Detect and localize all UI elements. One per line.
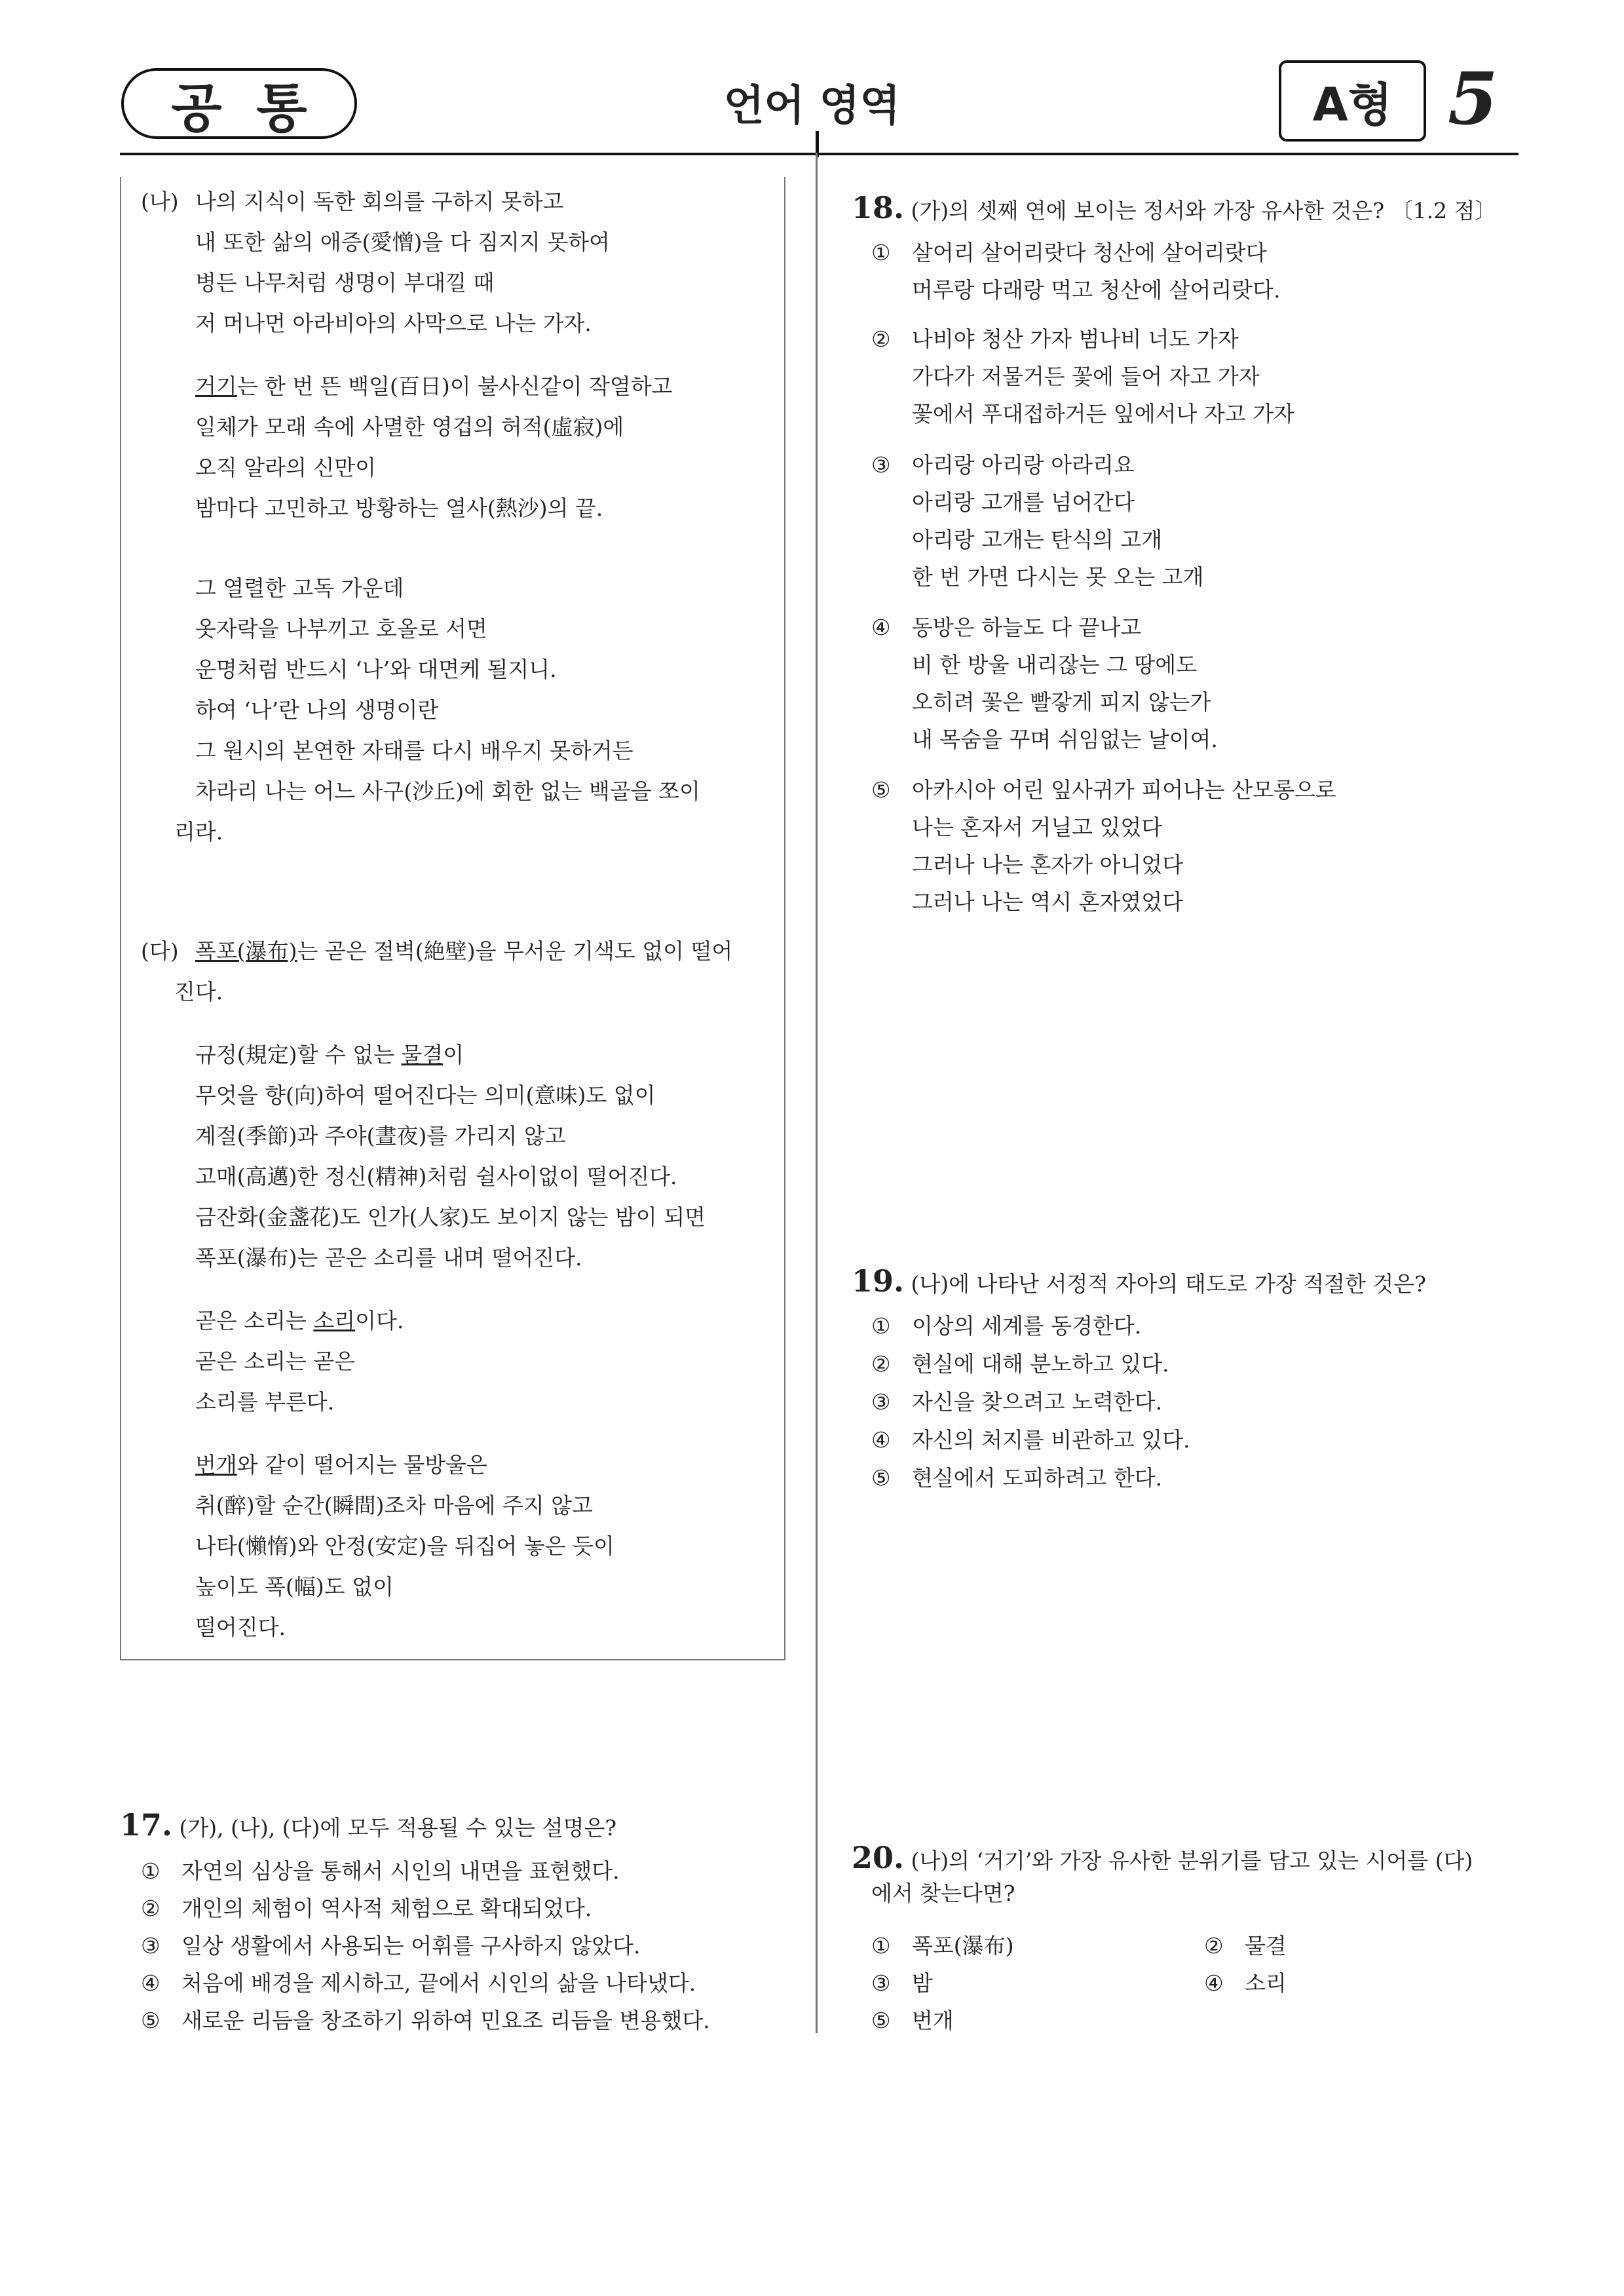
poem-line: 나의 지식이 독한 회의를 구하지 못하고	[195, 189, 564, 214]
option-marker: ③	[871, 1970, 891, 1996]
poem-line: 곧은 소리는 곧은	[195, 1349, 356, 1374]
poem-line: 옷자락을 나부끼고 호올로 서면	[195, 616, 487, 641]
poem-line: 그 열렬한 고독 가운데	[195, 575, 404, 601]
option-marker: ②	[1204, 1933, 1224, 1959]
poem-line: 금잔화(金盞花)도 인가(人家)도 보이지 않는 밤이 되면	[195, 1204, 706, 1230]
answer-option[interactable]	[871, 1933, 1014, 1959]
poem-line-rest: 규정(規定)할 수 없는	[195, 1042, 402, 1067]
answer-option[interactable]	[141, 1970, 696, 1997]
poem-line: 밤마다 고민하고 방황하는 열사(熱沙)의 끝.	[195, 495, 603, 521]
poem-line	[195, 1042, 464, 1068]
poem-line: 오직 알라의 신만이	[195, 455, 377, 480]
option-marker: ③	[871, 452, 891, 478]
answer-option[interactable]	[871, 2008, 954, 2034]
question-stem	[852, 1840, 1473, 1876]
passage-label-da: (다)	[141, 938, 179, 964]
option-text-cont: 내 목숨을 꾸며 쉬임없는 날이여.	[912, 727, 1218, 752]
header-rule	[120, 153, 1519, 155]
question-number: 20.	[852, 1840, 905, 1875]
option-marker: ②	[871, 326, 891, 352]
poem-line: 차라리 나는 어느 사구(沙丘)에 회한 없는 백골을 쪼이	[195, 778, 700, 804]
poem-line: 폭포(瀑布)는 곧은 소리를 내며 떨어진다.	[195, 1245, 582, 1271]
poem-line: 높이도 폭(幅)도 없이	[195, 1574, 394, 1599]
option-text: 현실에서 도피하려고 한다.	[912, 1465, 1163, 1491]
question-stem	[852, 1263, 1426, 1299]
option-text: 아리랑 아리랑 아라리요	[912, 452, 1135, 478]
poem-line: 하여 ‘나’란 나의 생명이란	[195, 697, 439, 723]
question-text: (나)에 나타난 서정적 자아의 태도로 가장 적절한 것은?	[911, 1271, 1426, 1297]
poem-line-rest: 는 한 번 뜬 백일(百日)이 불사신같이 작열하고	[236, 373, 673, 399]
option-marker: ④	[871, 1427, 891, 1453]
answer-option[interactable]	[871, 777, 1336, 803]
option-text-cont: 비 한 방울 내리잖는 그 땅에도	[912, 652, 1197, 678]
question-number: 17.	[120, 1807, 173, 1843]
option-marker: ④	[1204, 1970, 1224, 1996]
question-text: (가)의 셋째 연에 보이는 정서와 가장 유사한 것은? 〔1.2 점〕	[911, 198, 1497, 223]
question-number: 19.	[852, 1263, 905, 1299]
option-marker: ⑤	[871, 777, 891, 803]
option-text-cont: 꽃에서 푸대접하거든 잎에서나 자고 가자	[912, 401, 1294, 427]
option-marker: ①	[871, 240, 891, 265]
option-text: 자신을 찾으려고 노력한다.	[912, 1389, 1163, 1415]
poem-line: 고매(高邁)한 정신(精神)처럼 쉴사이없이 떨어진다.	[195, 1164, 677, 1189]
option-text-cont: 오히려 꽃은 빨갛게 피지 않는가	[912, 689, 1211, 715]
poem-line: 운명처럼 반드시 ‘나’와 대면케 될지니.	[195, 657, 557, 682]
underlined-word-mulgyeol: 물결	[401, 1042, 444, 1067]
answer-option[interactable]	[871, 1465, 1162, 1491]
option-text: 아카시아 어린 잎사귀가 피어나는 산모롱으로	[912, 777, 1336, 803]
option-text-cont: 나는 혼자서 거닐고 있었다	[912, 814, 1163, 840]
poem-line: 일체가 모래 속에 사멸한 영겁의 허적(虛寂)에	[195, 414, 624, 440]
answer-option[interactable]	[1204, 1970, 1287, 1997]
question-text: (나)의 ‘거기’와 가장 유사한 분위기를 담고 있는 시어를 (다)	[911, 1848, 1473, 1873]
option-text-cont: 가다가 저물거든 꽃에 들어 자고 가자	[912, 364, 1260, 389]
answer-option[interactable]	[141, 1896, 592, 1922]
poem-line	[195, 1308, 404, 1334]
option-marker: ②	[141, 1896, 161, 1921]
option-text: 동방은 하늘도 다 끝나고	[912, 615, 1142, 640]
option-text-cont: 그러나 나는 역시 혼자였었다	[912, 889, 1184, 915]
column-divider	[816, 153, 818, 2033]
option-marker: ⑤	[141, 2008, 161, 2033]
underlined-word-pokpo: 폭포(瀑布)	[195, 938, 297, 964]
option-text: 현실에 대해 분노하고 있다.	[912, 1351, 1169, 1377]
option-marker: ⑤	[871, 1465, 891, 1491]
underlined-word-geogi: 거기	[195, 373, 237, 399]
question-stem	[852, 190, 1496, 226]
option-text: 소리	[1245, 1970, 1287, 1996]
option-text: 밤	[912, 1970, 933, 1996]
option-marker: ③	[141, 1933, 161, 1959]
option-marker: ①	[871, 1933, 891, 1959]
answer-option[interactable]	[871, 615, 1141, 641]
poem-line-rest: 이다.	[355, 1308, 404, 1333]
option-text: 이상의 세계를 동경한다.	[912, 1313, 1142, 1339]
poem-line: 떨어진다.	[195, 1615, 286, 1640]
poem-line: 무엇을 향(向)하여 떨어진다는 의미(意味)도 없이	[195, 1082, 656, 1108]
option-marker: ②	[871, 1351, 891, 1377]
poem-line	[195, 373, 673, 400]
option-text: 새로운 리듬을 창조하기 위하여 민요조 리듬을 변용했다.	[181, 2008, 710, 2033]
answer-option[interactable]	[871, 240, 1267, 266]
poem-line-rest: 이	[443, 1042, 464, 1067]
poem-line: 리라.	[174, 819, 223, 845]
answer-option[interactable]	[871, 1313, 1141, 1339]
poem-line-rest: 와 같이 떨어지는 물방울은	[236, 1452, 487, 1478]
poem-line: 소리를 부른다.	[195, 1389, 335, 1415]
question-stem	[120, 1807, 616, 1843]
option-text: 나비야 청산 가자 범나비 너도 가자	[912, 326, 1239, 352]
poem-line	[195, 1452, 487, 1478]
subject-char-1: 공	[171, 77, 222, 139]
poem-line: 병든 나무처럼 생명이 부대낄 때	[195, 270, 495, 296]
option-text: 처음에 배경을 제시하고, 끝에서 시인의 삶을 나타냈다.	[181, 1970, 696, 1996]
answer-option[interactable]	[871, 1970, 933, 1997]
question-text: (가), (나), (다)에 모두 적용될 수 있는 설명은?	[179, 1815, 617, 1841]
answer-option[interactable]	[871, 1389, 1162, 1415]
answer-option[interactable]	[871, 1351, 1169, 1377]
poem-line: 계절(季節)과 주야(晝夜)를 가리지 않고	[195, 1123, 566, 1149]
option-marker: ④	[141, 1970, 161, 1996]
option-text-cont: 한 번 가면 다시는 못 오는 고개	[912, 564, 1204, 590]
option-text: 일상 생활에서 사용되는 어휘를 구사하지 않았다.	[181, 1933, 641, 1959]
passage-box	[120, 177, 785, 1660]
option-text-cont: 아리랑 고개는 탄식의 고개	[912, 527, 1163, 552]
option-marker: ①	[141, 1858, 161, 1884]
option-text: 살어리 살어리랏다 청산에 살어리랏다	[912, 240, 1267, 265]
answer-option[interactable]	[871, 1427, 1190, 1453]
option-text-cont: 그러나 나는 혼자가 아니었다	[912, 852, 1184, 877]
poem-line: 그 원시의 본연한 자태를 다시 배우지 못하거든	[195, 738, 633, 763]
option-marker: ⑤	[871, 2008, 891, 2033]
underlined-word-beongae: 번개	[195, 1452, 237, 1478]
poem-line: 진다.	[174, 979, 223, 1004]
option-text: 물결	[1245, 1933, 1287, 1959]
answer-option[interactable]	[1204, 1933, 1287, 1959]
option-text: 자연의 심상을 통해서 시인의 내면을 표현했다.	[181, 1858, 620, 1884]
option-marker: ④	[871, 615, 891, 640]
poem-line: 취(醉)할 순간(瞬間)조차 마음에 주지 않고	[195, 1493, 593, 1518]
answer-option[interactable]	[141, 1858, 620, 1885]
question-text-cont: 에서 찾는다면?	[871, 1881, 1015, 1906]
option-text-cont: 머루랑 다래랑 먹고 청산에 살어리랏다.	[912, 277, 1281, 303]
answer-option[interactable]	[141, 1933, 641, 1959]
option-marker: ①	[871, 1313, 891, 1339]
poem-line	[195, 938, 732, 965]
answer-option[interactable]	[141, 2008, 710, 2034]
option-text: 자신의 처지를 비관하고 있다.	[912, 1427, 1190, 1453]
poem-line-rest: 는 곧은 절벽(絶壁)을 무서운 기색도 없이 떨어	[297, 938, 733, 964]
question-number: 18.	[852, 190, 905, 225]
page-title: 언어 영역	[723, 82, 901, 130]
poem-line: 내 또한 삶의 애증(愛憎)을 다 짐지지 못하여	[195, 229, 610, 255]
page-number: 5	[1448, 56, 1498, 141]
passage-label-na: (나)	[141, 189, 179, 214]
option-text: 폭포(瀑布)	[912, 1933, 1014, 1959]
answer-option[interactable]	[871, 326, 1239, 353]
poem-line: 저 머나먼 아라비아의 사막으로 나는 가자.	[195, 311, 592, 336]
exam-type-box: A형	[1279, 60, 1426, 142]
underlined-word-sori: 소리	[313, 1308, 356, 1333]
option-text-cont: 아리랑 고개를 넘어간다	[912, 489, 1135, 515]
subject-char-2: 통	[256, 77, 307, 139]
poem-line: 나타(懶惰)와 안정(安定)을 뒤집어 놓은 듯이	[195, 1533, 614, 1559]
poem-line-rest: 곧은 소리는	[195, 1308, 314, 1333]
option-text: 개인의 체험이 역사적 체험으로 확대되었다.	[181, 1896, 592, 1921]
answer-option[interactable]	[871, 452, 1135, 478]
option-marker: ③	[871, 1389, 891, 1415]
option-text: 번개	[912, 2008, 954, 2033]
